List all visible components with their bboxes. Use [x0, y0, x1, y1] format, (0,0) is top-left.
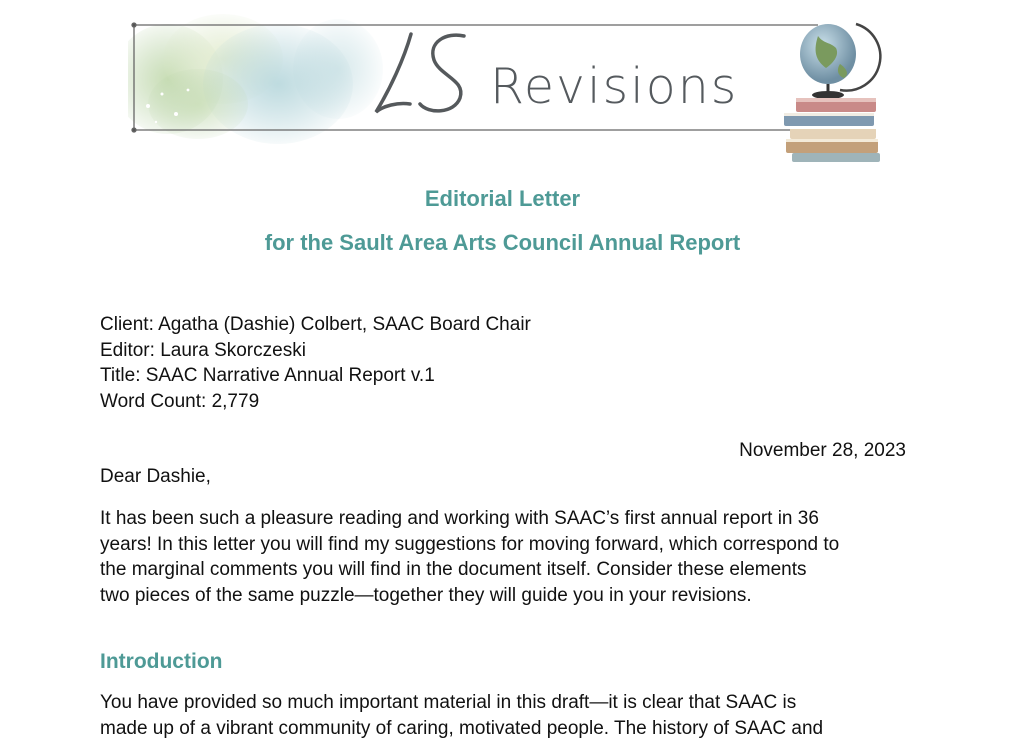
globe-icon [800, 24, 880, 99]
brand-name: Revisions [490, 58, 738, 115]
meta-title: Title: SAAC Narrative Annual Report v.1 [100, 363, 531, 389]
section-heading-introduction: Introduction [100, 650, 222, 674]
paragraph-line: It has been such a pleasure reading and working with SAAC’s first annual report in 36 [100, 506, 915, 532]
letter-meta [100, 312, 531, 414]
book-stack-icon [784, 98, 880, 162]
paragraph-line: years! In this letter you will find my suggestions for moving forward, which correspond to [100, 532, 915, 558]
introduction-paragraph [100, 690, 915, 741]
paragraph-line: two pieces of the same puzzle—together they will guide you in your revisions. [100, 583, 915, 609]
letter-date: November 28, 2023 [700, 440, 906, 462]
watercolor-wash [128, 14, 383, 144]
monogram-ls [376, 34, 464, 112]
letter-subtitle: for the Sault Area Arts Council Annual Report [0, 230, 1005, 256]
meta-word-count: Word Count: 2,779 [100, 389, 531, 415]
intro-paragraph [100, 506, 915, 608]
paragraph-line: the marginal comments you will find in the document itself. Consider these elements [100, 557, 915, 583]
letterhead-banner [128, 14, 898, 164]
salutation: Dear Dashie, [100, 466, 211, 488]
letter-title: Editorial Letter [0, 186, 1005, 212]
meta-client: Client: Agatha (Dashie) Colbert, SAAC Board Chair [100, 312, 531, 338]
meta-editor: Editor: Laura Skorczeski [100, 338, 531, 364]
paragraph-line: made up of a vibrant community of caring, motivated people. The history of SAAC and [100, 716, 915, 741]
paragraph-line: You have provided so much important material in this draft—it is clear that SAAC is [100, 690, 915, 716]
